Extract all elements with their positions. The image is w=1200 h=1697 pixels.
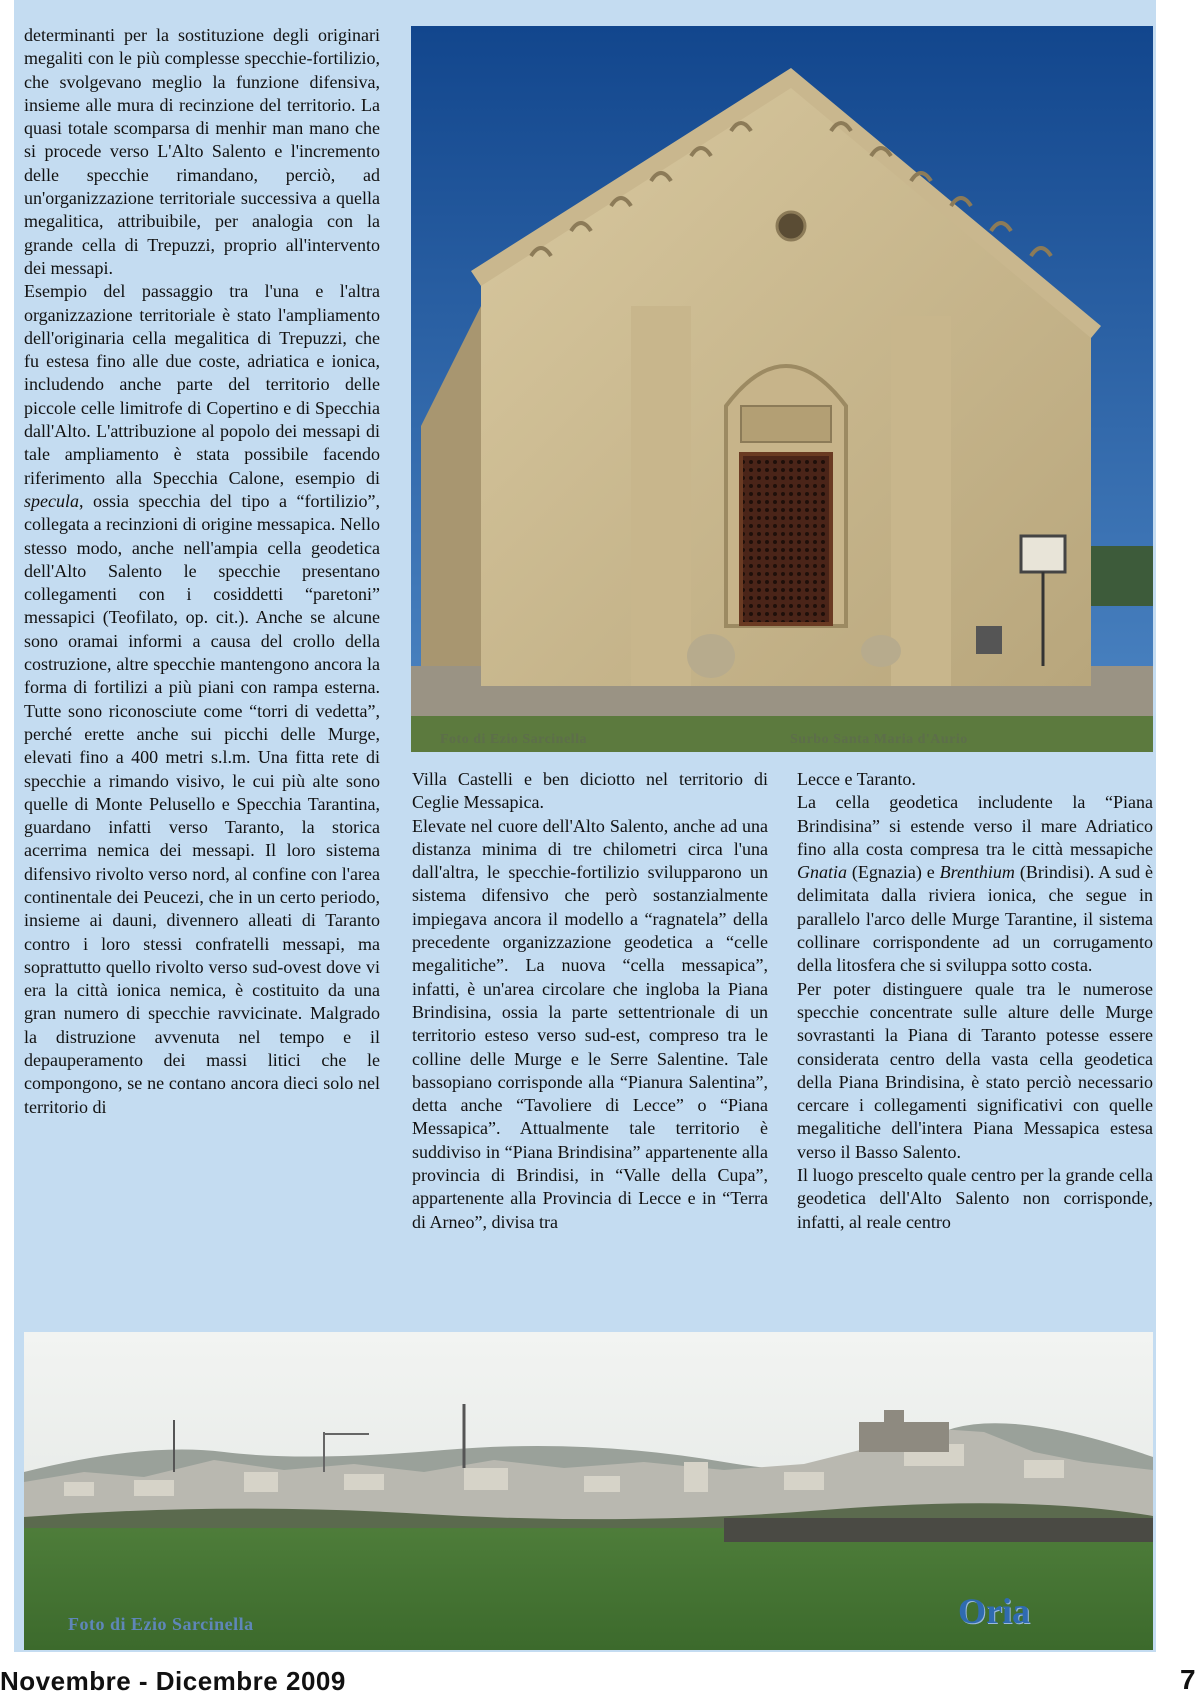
photo-credit: Foto di Ezio Sarcinella bbox=[68, 1614, 254, 1634]
paragraph: Per poter distinguere quale tra le numerose specchie concentrate sulle alture delle Murge sovrastanti la Piana di Taranto potesse essere considerata centro della vasta cella geodetica della Piana Brindisina, è stato perciò necessario cercare i collegamenti significativi con quelle megalitiche dell'intera Piana Messapica estesa verso il Basso Salento. bbox=[797, 978, 1153, 1162]
text-column-1 bbox=[24, 24, 380, 1119]
paragraph: Il luogo prescelto quale centro per la grande cella geodetica dell'Alto Salento non corrisponde, infatti, al reale centro bbox=[797, 1165, 1153, 1232]
paragraph: determinanti per la sostituzione degli originari megaliti con le più complesse specchie-fortilizio, che svolgevano meglio la funzione difensiva, insieme alle mura di recinzione del territorio. La quasi totale scomparsa di menhir man mano che si procede verso L'Alto Salento e l'incremento delle specchie rimandano, perciò, ad un'organizzazione territoriale successiva a quella megalitica, attribuibile, per analogia con la grande cella di Trepuzzi, proprio all'intervento dei messapi. bbox=[24, 25, 380, 278]
paragraph: La cella geodetica includente la “Piana Brindisina” si estende verso il mare Adriatico fino alla costa compresa tra le città messapiche Gnatia (Egnazia) e Brenthium (Brindisi). A sud è delimitata dalla riviera ionica, che segue in parallelo l'arco delle Murge Tarantine, il sistema collinare corrispondente ad un corrugamento della litosfera che si sviluppa sotto costa. bbox=[797, 792, 1153, 976]
issue-date: Novembre - Dicembre 2009 bbox=[0, 1666, 346, 1696]
text-column-2 bbox=[412, 768, 768, 1234]
paragraph: Lecce e Taranto. bbox=[797, 769, 916, 789]
paragraph: Esempio del passaggio tra l'una e l'altra organizzazione territoriale è stato l'ampliamento dell'originaria cella megalitica di Trepuzzi, che fu estesa fino alle due coste, adriatica e ionica, includendo anche parte del territorio delle piccole celle limitrofe di Copertino e di Specchia dall'Alto. L'attribuzione al popolo dei messapi di tale ampliamento è stata possibile facendo riferimento alla Specchia Calone, esempio di specula, ossia specchia del tipo a “fortilizio”, collegata a recinzioni di origine messapica. Nello stesso modo, anche nell'ampia cella geodetica dell'Alto Salento le specchie presentano collegamenti con i cosiddetti “paretoni” messapici (Teofilato, op. cit.). Anche se alcune sono oramai informi a causa del crollo della costruzione, altre specchie mantengono ancora la forma di fortilizi a più piani con rampa esterna. Tutte sono riconosciute come “torri di vedetta”, perché erette anche sui picchi delle Murge, elevati fino a 400 metri s.l.m. Una fitta rete di specchie a rimando visivo, le cui più alte sono quelle di Monte Pelusello e Specchia Tarantina, guardano infatti verso Taranto, la storica acerrima nemica dei messapi. Il loro sistema difensivo rivolto verso nord, al confine con l'area continentale dei Peucezi, che in un certo periodo, insieme ai dauni, divennero alleati di Taranto contro i loro stessi confratelli messapi, ma soprattutto quello rivolto verso sud-ovest dove vi era la città ionica nemica, è costituito da una gran numero di specchie ravvicinate. Malgrado la distruzione avvenuta nel tempo e il depauperamento dei massi litici che le compongono, se ne contano ancora dieci solo nel territorio di bbox=[24, 281, 380, 1117]
town-name-caption: Oria bbox=[958, 1591, 1030, 1631]
paragraph: Elevate nel cuore dell'Alto Salento, anche ad una distanza minima di tre chilometri circa l'una dall'altra, le specchie-fortilizio svilupparono un sistema difensivo che però sostanzialmente impiegava ancora il modello a “ragnatela” della precedente organizzazione geodetica a “celle megalitiche”. La nuova “cella messapica”, infatti, è un'area circolare che ingloba la Piana Brindisina, ossia la parte settentrionale di un territorio esteso verso sud-est, compreso tra le colline delle Murge e le Serre Salentine. Tale bassopiano corrisponde alla “Pianura Salentina”, detta anche “Tavoliere di Lecce” o “Piana Messapica”. Attualmente tale territorio è suddiviso in “Piana Brindisina” appartenente alla provincia di Brindisi, in “Valle della Cupa”, appartenente alla Provincia di Lecce e in “Terra di Arneo”, divisa tra bbox=[412, 815, 768, 1232]
church-photo bbox=[411, 26, 1153, 752]
page-number: 7 bbox=[1180, 1664, 1196, 1695]
photo-caption: Surbo Santa Maria d'Aurio bbox=[790, 732, 968, 747]
paragraph: Villa Castelli e ben diciotto nel territorio di Ceglie Messapica. bbox=[412, 769, 768, 813]
church-illustration bbox=[411, 26, 1153, 752]
photo-credit: Foto di Ezio Sarcinella bbox=[440, 732, 587, 747]
text-column-3 bbox=[797, 768, 1153, 1234]
